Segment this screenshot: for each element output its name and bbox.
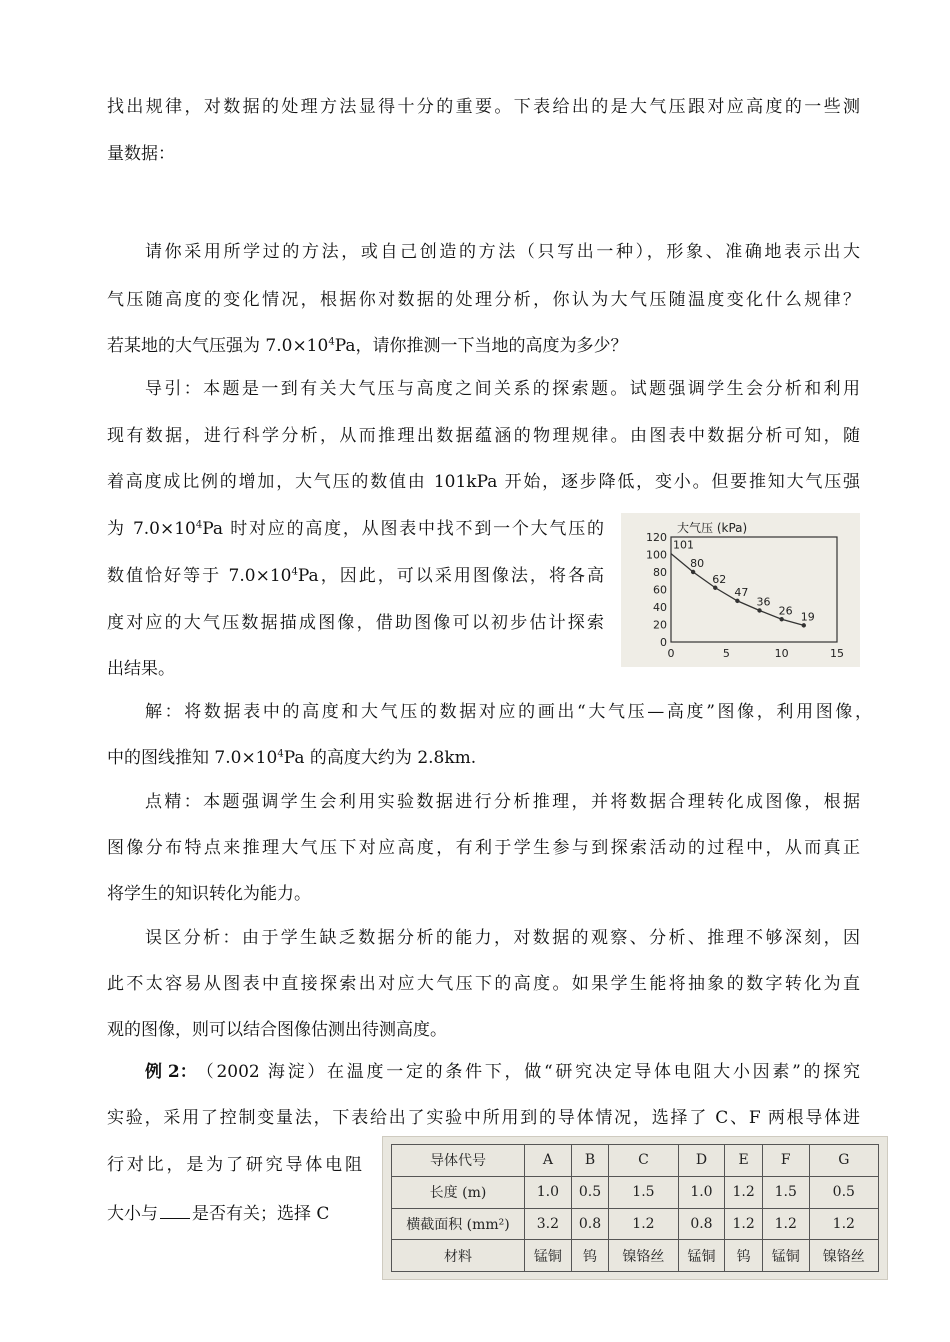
table-cell: 0.5 — [809, 1176, 878, 1208]
text-line: 将学生的知识转化为能力。 — [107, 884, 311, 904]
table-cell: 锰铜 — [678, 1240, 725, 1272]
text-line: 气压随高度的变化情况，根据你对数据的处理分析，你认为大气压随温度变化什么规律？ — [107, 290, 860, 310]
text-line — [107, 517, 604, 541]
x-tick-label: 15 — [830, 647, 844, 660]
table-cell: A — [525, 1145, 572, 1177]
text-line: 现有数据，进行科学分析，从而推理出数据蕴涵的物理规律。由图表中数据分析可知，随 — [107, 426, 860, 446]
y-tick-label: 120 — [646, 531, 667, 544]
answer-blank — [160, 1200, 190, 1219]
table-cell: 1.2 — [725, 1176, 763, 1208]
data-points — [691, 570, 806, 628]
table-row — [392, 1176, 879, 1208]
table-cell: G — [809, 1145, 878, 1177]
data-point — [802, 623, 806, 627]
row-header: 横截面积 (mm²) — [392, 1208, 525, 1240]
chart-svg — [621, 513, 860, 667]
text-span: Pa，请你推测一下当地的高度为多少？ — [334, 336, 628, 356]
y-tick-label: 60 — [653, 583, 667, 597]
text-span: （2002 海淀）在温度一定的条件下，做“研究决定导体电阻大小因素”的探究 — [196, 1062, 860, 1082]
text-line: 行对比，是为了研究导体电阻 — [107, 1155, 362, 1175]
conductor-table — [391, 1144, 879, 1272]
superscript: 4 — [328, 336, 335, 348]
conductor-table-body — [392, 1145, 879, 1272]
text-line: 量数据： — [107, 144, 175, 164]
text-line: 误区分析：由于学生缺乏数据分析的能力，对数据的观察、分析、推理不够深刻，因 — [145, 928, 860, 948]
x-tick-label: 10 — [774, 647, 789, 660]
data-label: 62 — [712, 572, 727, 586]
pressure-altitude-chart — [621, 513, 860, 667]
table-cell: 钨 — [725, 1240, 763, 1272]
table-cell: 1.5 — [609, 1176, 678, 1208]
data-label: 26 — [778, 604, 793, 618]
table-cell: B — [571, 1145, 609, 1177]
x-tick-label: 5 — [722, 647, 730, 660]
text-line — [145, 1060, 860, 1084]
y-axis-ticks — [646, 531, 667, 649]
table-cell: F — [762, 1145, 809, 1177]
table-cell: 钨 — [571, 1240, 609, 1272]
table-cell: 0.8 — [678, 1208, 725, 1240]
text-line: 此不太容易从图表中直接探索出对应大气压下的高度。如果学生能将抽象的数字转化为直 — [107, 974, 860, 994]
table-cell: 0.8 — [571, 1208, 609, 1240]
text-line: 图像分布特点来推理大气压下对应高度，有利于学生参与到探索活动的过程中，从而真正 — [107, 838, 860, 858]
chart-title: 大气压 (kPa) — [677, 521, 748, 535]
text-span: 大小与 — [107, 1204, 158, 1224]
y-tick-label: 80 — [653, 566, 667, 579]
data-point — [779, 617, 783, 621]
table-cell: D — [678, 1145, 725, 1177]
text-line: 着高度成比例的增加，大气压的数值由 101kPa 开始，逐步降低，变小。但要推知大气压强 — [107, 472, 860, 492]
table-cell: 1.5 — [762, 1176, 809, 1208]
conductor-table-figure — [382, 1136, 888, 1280]
data-point — [757, 608, 761, 612]
table-cell: C — [609, 1145, 678, 1177]
table-cell: 0.5 — [571, 1176, 609, 1208]
text-span: 数值恰好等于 7.0×10 — [107, 566, 292, 586]
text-line: 请你采用所学过的方法，或自己创造的方法（只写出一种），形象、准确地表示出大 — [145, 242, 860, 262]
superscript: 4 — [195, 519, 203, 531]
data-point — [735, 599, 739, 603]
text-line — [107, 334, 628, 358]
table-cell: 1.2 — [809, 1208, 878, 1240]
data-label: 36 — [756, 595, 771, 609]
superscript: 4 — [291, 566, 298, 578]
data-label: 80 — [690, 557, 705, 570]
y-tick-label: 100 — [646, 548, 667, 562]
table-cell: 1.2 — [762, 1208, 809, 1240]
table-cell: 1.2 — [725, 1208, 763, 1240]
text-line: 解：将数据表中的高度和大气压的数据对应的画出“大气压—高度”图像，利用图像， — [145, 702, 872, 722]
text-line: 导引：本题是一到有关大气压与高度之间关系的探索题。试题强调学生会分析和利用 — [145, 379, 860, 399]
text-span: 为 7.0×10 — [107, 519, 196, 539]
row-header: 材料 — [392, 1240, 525, 1272]
text-span: Pa，因此，可以采用图像法，将各高 — [297, 566, 604, 586]
table-cell: 1.2 — [609, 1208, 678, 1240]
superscript: 4 — [277, 748, 284, 760]
table-cell: 1.0 — [525, 1176, 572, 1208]
table-cell: 锰铜 — [762, 1240, 809, 1272]
table-cell: 3.2 — [525, 1208, 572, 1240]
text-span: 是否有关；选择 C — [192, 1204, 330, 1224]
row-header: 导体代号 — [392, 1145, 525, 1177]
text-line — [107, 564, 604, 588]
table-cell: 镍铬丝 — [809, 1240, 878, 1272]
text-span: Pa 的高度大约为 2.8km. — [283, 748, 477, 768]
row-header: 长度 (m) — [392, 1176, 525, 1208]
x-tick-label: 0 — [667, 647, 675, 660]
data-label: 47 — [734, 585, 749, 599]
table-cell: 锰铜 — [525, 1240, 572, 1272]
plot-frame — [671, 537, 837, 642]
data-labels — [673, 539, 815, 624]
text-line: 出结果。 — [107, 659, 175, 679]
text-line: 找出规律，对数据的处理方法显得十分的重要。下表给出的是大气压跟对应高度的一些测 — [107, 97, 860, 117]
text-span: Pa 时对应的高度，从图表中找不到一个大气压的 — [202, 519, 604, 539]
table-cell: 1.0 — [678, 1176, 725, 1208]
data-label: 19 — [800, 610, 815, 624]
text-line — [107, 746, 476, 770]
table-cell: 镍铬丝 — [609, 1240, 678, 1272]
text-span: 中的图线推知 7.0×10 — [107, 748, 278, 768]
y-tick-label: 20 — [653, 618, 667, 632]
data-label: 101 — [673, 538, 694, 552]
table-row — [392, 1145, 879, 1177]
table-row — [392, 1208, 879, 1240]
x-axis-ticks — [668, 647, 845, 660]
text-line: 实验，采用了控制变量法，下表给出了实验中所用到的导体情况，选择了 C、F 两根导体进 — [107, 1108, 860, 1128]
text-line: 点精：本题强调学生会利用实验数据进行分析推理，并将数据合理转化成图像，根据 — [145, 792, 860, 812]
text-line: 度对应的大气压数据描成图像，借助图像可以初步估计探索 — [107, 613, 604, 633]
data-point — [691, 570, 695, 574]
text-line: 观的图像，则可以结合图像估测出待测高度。 — [107, 1020, 447, 1040]
y-tick-label: 40 — [653, 601, 667, 614]
text-line — [107, 1200, 329, 1226]
table-row — [392, 1240, 879, 1272]
data-point — [713, 586, 717, 590]
table-cell: E — [725, 1145, 763, 1177]
example-label: 例 2： — [145, 1062, 197, 1082]
text-span: 若某地的大气压强为 7.0×10 — [107, 336, 329, 356]
y-tick-label: 0 — [660, 636, 667, 649]
